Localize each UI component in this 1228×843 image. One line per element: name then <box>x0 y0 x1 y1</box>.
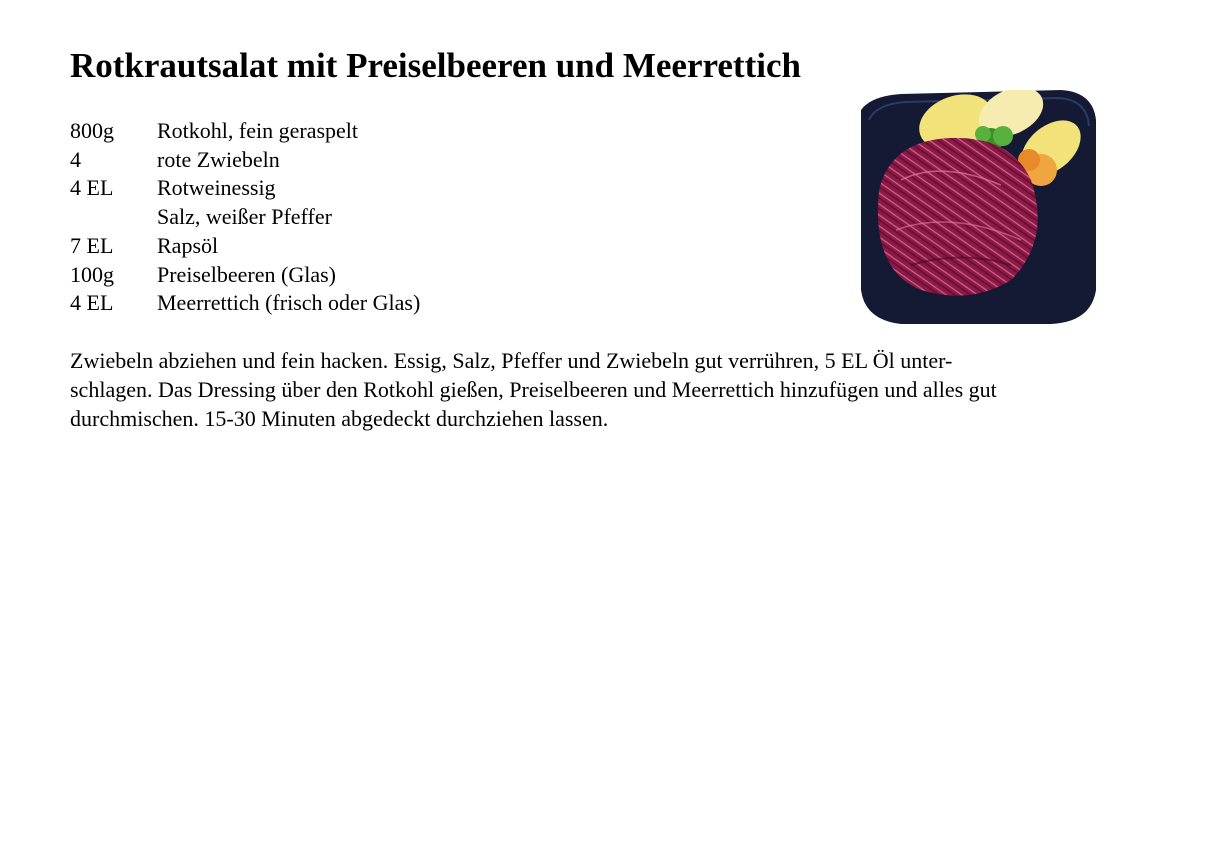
ingredient-quantity: 4 <box>70 146 81 172</box>
ingredient-row <box>70 261 420 290</box>
ingredient-quantity: 800g <box>70 118 114 143</box>
ingredient-name: Rapsöl <box>157 232 219 258</box>
ingredient-name: Meerrettich (frisch oder Glas) <box>157 290 421 316</box>
recipe-title: Rotkrautsalat mit Preiselbeeren und Meerrettich <box>70 46 801 85</box>
ingredient-name: Salz, weißer Pfeffer <box>157 204 332 230</box>
instructions-paragraph <box>70 346 1130 433</box>
ingredient-list <box>70 117 420 318</box>
ingredient-name: Rotkohl, fein geraspelt <box>157 118 359 143</box>
ingredient-row <box>70 232 420 261</box>
ingredient-quantity: 4 EL <box>70 175 114 201</box>
ingredient-row <box>70 174 420 203</box>
ingredient-quantity: 7 EL <box>70 232 114 258</box>
ingredient-name: rote Zwiebeln <box>157 146 280 172</box>
instructions-line: schlagen. Das Dressing über den Rotkohl gießen, Preiselbeeren und Meerrettich hinzufügen und alles gut <box>70 377 997 402</box>
ingredient-name: Rotweinessig <box>157 175 276 201</box>
ingredient-quantity: 4 EL <box>70 290 114 316</box>
instructions-line: durchmischen. 15-30 Minuten abgedeckt durchziehen lassen. <box>70 406 609 431</box>
instructions-line: Zwiebeln abziehen und fein hacken. Essig, Salz, Pfeffer und Zwiebeln gut verrühren, 5 EL Öl unter- <box>70 348 953 373</box>
ingredient-name: Preiselbeeren (Glas) <box>157 261 336 287</box>
ingredient-row <box>70 289 420 318</box>
ingredient-row <box>70 203 420 232</box>
ingredient-quantity <box>70 203 157 232</box>
ingredient-row <box>70 117 420 146</box>
recipe-photo <box>861 90 1096 324</box>
cabbage-mound <box>878 138 1038 296</box>
ingredient-row <box>70 146 420 175</box>
ingredient-quantity: 100g <box>70 261 114 287</box>
